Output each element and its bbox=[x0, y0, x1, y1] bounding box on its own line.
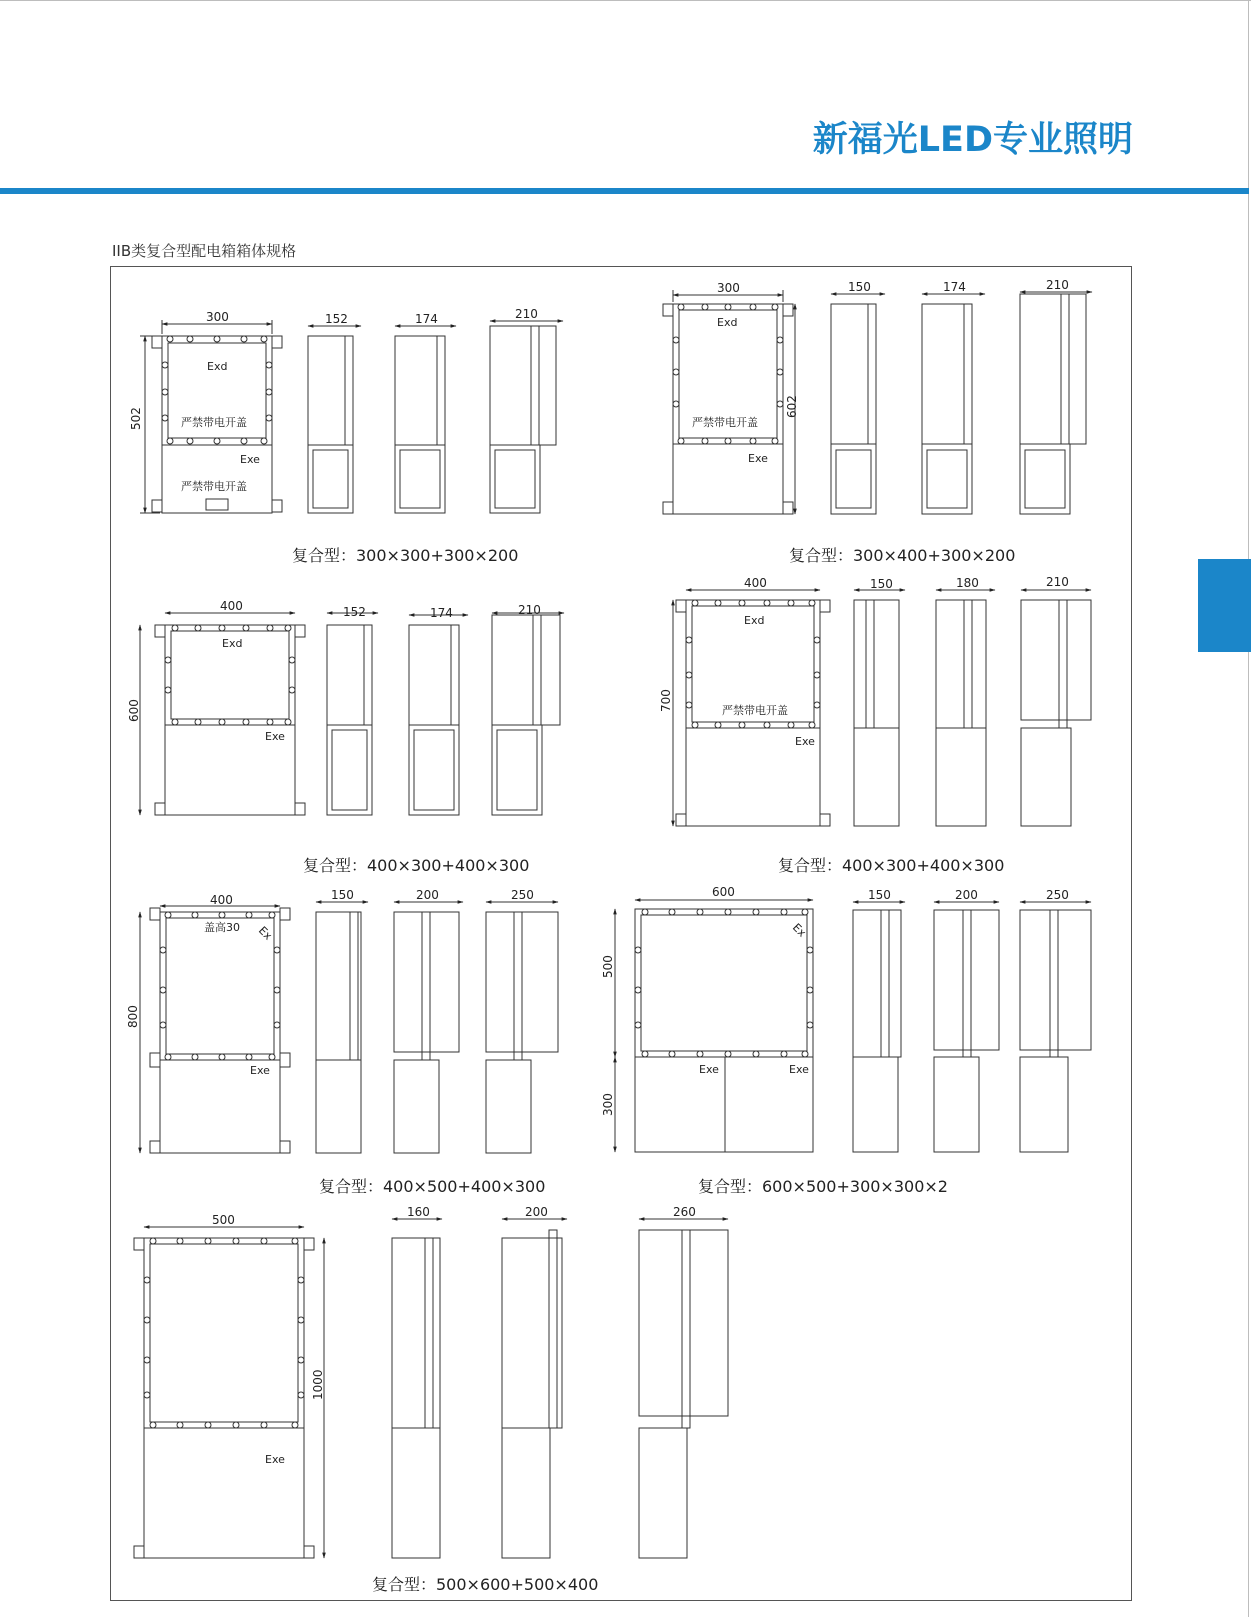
dim-g1-depth-3: 210 bbox=[515, 307, 538, 321]
front-exd-box bbox=[144, 1238, 304, 1428]
front-exe-box bbox=[144, 1428, 304, 1558]
label-exd: Exd bbox=[744, 614, 765, 627]
drawing-group-6 bbox=[615, 900, 1091, 1152]
dim-g5-height: 800 bbox=[126, 1005, 140, 1028]
dim-g3-width: 400 bbox=[220, 599, 243, 613]
label-exe: Exe bbox=[795, 735, 815, 748]
label-exe: Exe bbox=[265, 730, 285, 743]
dim-g1-width: 300 bbox=[206, 310, 229, 324]
dim-g3-depth-2: 174 bbox=[430, 606, 453, 620]
label-warning: 严禁带电开盖 bbox=[722, 704, 788, 717]
dim-g1-depth-1: 152 bbox=[325, 312, 348, 326]
caption-2: 复合型：300×400+300×200 bbox=[789, 546, 1016, 565]
label-exd: Exd bbox=[222, 637, 243, 650]
label-warning: 严禁带电开盖 bbox=[181, 416, 247, 429]
dim-g2-height: 602 bbox=[785, 395, 799, 418]
dim-g6-height-top: 500 bbox=[601, 955, 615, 978]
section-title: IIB类复合型配电箱箱体规格 bbox=[112, 242, 297, 260]
dim-g5-depth-2: 200 bbox=[416, 888, 439, 902]
dim-g6-depth-2: 200 bbox=[955, 888, 978, 902]
dim-g6-depth-3: 250 bbox=[1046, 888, 1069, 902]
dim-g1-depth-2: 174 bbox=[415, 312, 438, 326]
label-exd: Exd bbox=[717, 316, 738, 329]
label-ex-mark: Ex bbox=[789, 920, 809, 940]
caption-7: 复合型：500×600+500×400 bbox=[372, 1575, 599, 1594]
dim-g6-height-bottom: 300 bbox=[601, 1093, 615, 1116]
caption-3: 复合型：400×300+400×300 bbox=[303, 856, 530, 875]
label-exe: Exe bbox=[240, 453, 260, 466]
drawing-group-7 bbox=[134, 1219, 728, 1558]
label-exe: Exe bbox=[265, 1453, 285, 1466]
caption-1: 复合型：300×300+300×200 bbox=[292, 546, 519, 565]
caption-4: 复合型：400×300+400×300 bbox=[778, 856, 1005, 875]
dim-g7-depth-2: 200 bbox=[525, 1205, 548, 1219]
label-warning: 严禁带电开盖 bbox=[692, 416, 758, 429]
dim-g6-depth-1: 150 bbox=[868, 888, 891, 902]
dim-g6-width: 600 bbox=[712, 885, 735, 899]
dim-g7-depth-3: 260 bbox=[673, 1205, 696, 1219]
dim-g2-depth-3: 210 bbox=[1046, 278, 1069, 292]
brand-title: 新福光LED专业照明 bbox=[812, 120, 1133, 160]
label-exe: Exe bbox=[789, 1063, 809, 1076]
dim-g4-depth-3: 210 bbox=[1046, 575, 1069, 589]
dim-g2-width: 300 bbox=[717, 281, 740, 295]
dim-g7-depth-1: 160 bbox=[407, 1205, 430, 1219]
dim-g3-depth-3: 210 bbox=[518, 603, 541, 617]
front-exd-box bbox=[635, 909, 813, 1057]
dim-g5-depth-1: 150 bbox=[331, 888, 354, 902]
label-exd: Exd bbox=[207, 360, 228, 373]
dim-g7-width: 500 bbox=[212, 1213, 235, 1227]
label-exe: Exe bbox=[250, 1064, 270, 1077]
drawing-group-3 bbox=[140, 613, 564, 815]
dim-g1-height: 502 bbox=[129, 407, 143, 430]
dim-g2-depth-1: 150 bbox=[848, 280, 871, 294]
dim-g3-depth-1: 152 bbox=[343, 605, 366, 619]
dim-g3-height: 600 bbox=[127, 699, 141, 722]
label-ex-mark: Ex bbox=[255, 923, 275, 943]
dim-g5-width: 400 bbox=[210, 893, 233, 907]
dim-g5-depth-3: 250 bbox=[511, 888, 534, 902]
dim-g7-height: 1000 bbox=[311, 1369, 325, 1400]
dim-g4-depth-2: 180 bbox=[956, 576, 979, 590]
label-exe: Exe bbox=[748, 452, 768, 465]
label-exe: Exe bbox=[699, 1063, 719, 1076]
label-warning: 严禁带电开盖 bbox=[181, 480, 247, 493]
dim-g2-depth-2: 174 bbox=[943, 280, 966, 294]
dim-g4-depth-1: 150 bbox=[870, 577, 893, 591]
caption-6: 复合型：600×500+300×300×2 bbox=[698, 1177, 948, 1196]
dim-g4-width: 400 bbox=[744, 576, 767, 590]
dim-g4-height: 700 bbox=[659, 689, 673, 712]
caption-5: 复合型：400×500+400×300 bbox=[319, 1177, 546, 1196]
label-cover-height: 盖高30 bbox=[204, 921, 240, 934]
drawing-group-5 bbox=[140, 902, 558, 1153]
